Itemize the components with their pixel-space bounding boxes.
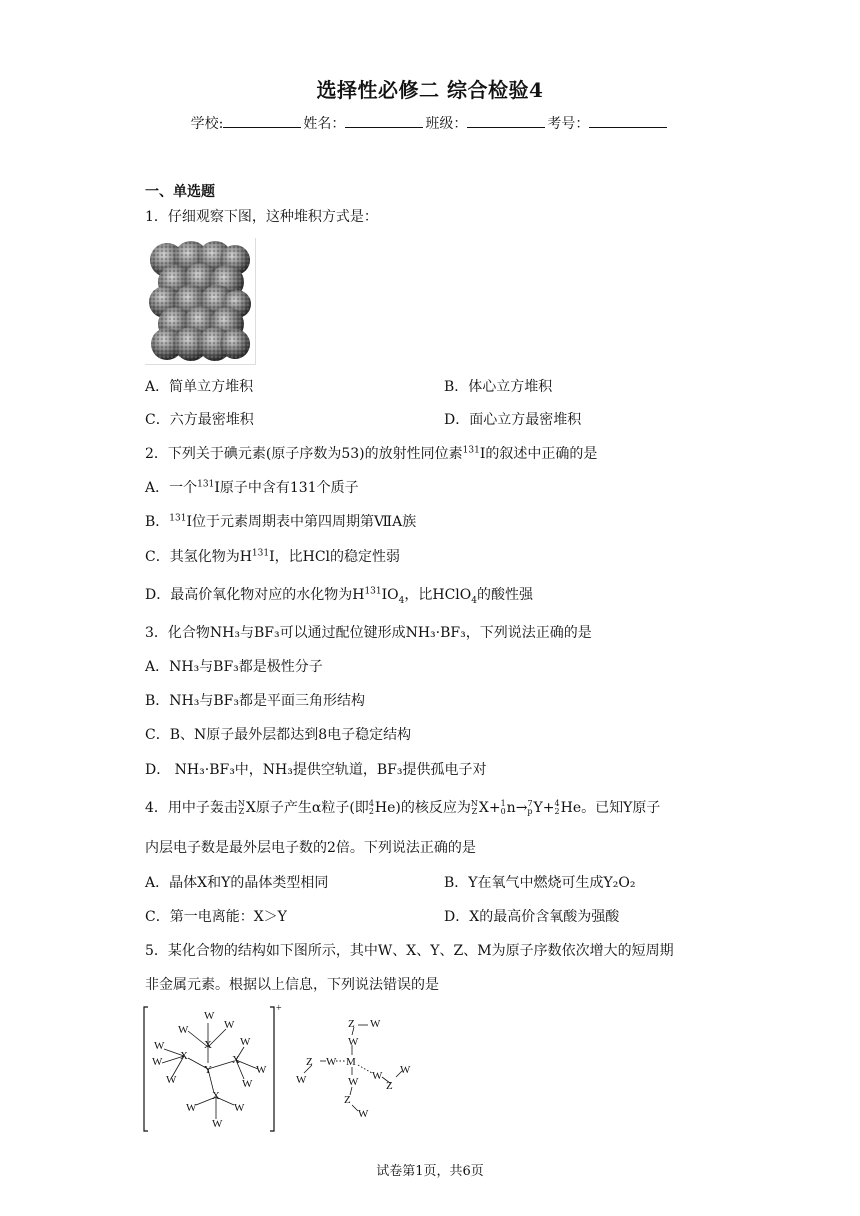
cation-charge: +: [276, 1003, 282, 1014]
q1-stem: 1．仔细观察下图，这种堆积方式是：: [145, 209, 378, 225]
q3-option-d: D． NH₃·BF₃中，NH₃提供空轨道，BF₃提供孤电子对: [145, 762, 487, 778]
sphere-packing-image: [145, 238, 256, 365]
q2-stem: 2．下列关于碘元素(原子序数为53)的放射性同位素$^{131}$I的叙述中正确的是: [145, 445, 598, 462]
svg-text:W: W: [240, 1036, 251, 1048]
svg-text:Z: Z: [344, 1094, 351, 1106]
svg-text:W: W: [154, 1040, 165, 1052]
class-blank: [467, 115, 545, 128]
nuclide-he-2: 4 2: [554, 799, 560, 816]
q5-stem-line-1: 5．某化合物的结构如下图所示，其中W、X、Y、Z、M为原子序数依次增大的短周期: [145, 943, 674, 959]
q1-option-c: C．六方最密堆积: [145, 412, 254, 428]
q4-option-d: D．X的最高价含氧酸为强酸: [444, 909, 620, 925]
svg-text:W: W: [242, 1078, 253, 1090]
q4-option-c: C．第一电离能：X＞Y: [145, 909, 287, 925]
svg-text:W: W: [186, 1102, 197, 1114]
number-label: 考号：: [547, 116, 590, 132]
structure-diagram: [140, 1003, 430, 1135]
svg-text:W: W: [166, 1074, 177, 1086]
q1-option-a: A．简单立方堆积: [145, 379, 254, 395]
page-footer: 试卷第1页，共6页: [376, 1164, 484, 1179]
svg-text:W: W: [370, 1018, 381, 1030]
svg-text:W: W: [224, 1019, 235, 1031]
class-label: 班级：: [425, 116, 468, 132]
q4-stem: 4．用中子轰击 N Z X原子产生α粒子(即 4 2 He)的核反应为 N Z X+ 1 0 n→ 7 p Y+ 4 2 He。已知Y原子: [145, 799, 661, 816]
school-blank: [223, 115, 301, 128]
atom-x: X: [204, 1039, 212, 1051]
q3-stem: 3．化合物NH₃与BF₃可以通过配位键形成NH₃·BF₃，下列说法正确的是: [145, 625, 592, 641]
q2-option-c: C．其氢化物为$H^{131}I$，比HCl的稳定性弱: [145, 548, 401, 565]
page-title: 选择性必修二 综合检验4: [316, 78, 544, 102]
svg-text:X: X: [232, 1054, 240, 1066]
school-label: 学校:: [190, 116, 224, 132]
atom-m: M: [346, 1056, 356, 1068]
q3-option-a: A．NH₃与BF₃都是极性分子: [145, 659, 323, 675]
svg-text:W: W: [372, 1070, 383, 1082]
svg-text:W: W: [348, 1076, 359, 1088]
svg-text:W: W: [348, 1036, 359, 1048]
svg-text:Z: Z: [386, 1080, 393, 1092]
q5-stem-line-2: 非金属元素。根据以上信息，下列说法错误的是: [145, 977, 439, 993]
svg-text:X: X: [180, 1050, 188, 1062]
section-title: 一、单选题: [145, 184, 215, 200]
nuclide-x-2: N Z: [470, 799, 478, 816]
q4-option-b: B．Y在氧气中燃烧可生成Y₂O₂: [444, 875, 636, 891]
name-blank: [345, 115, 423, 128]
nuclide-he-1: 4 2: [368, 799, 374, 816]
svg-text:W: W: [326, 1056, 337, 1068]
q4-stem-line-2: 内层电子数是最外层电子数的2倍。下列说法正确的是: [145, 840, 476, 856]
svg-text:Z: Z: [348, 1018, 355, 1030]
name-label: 姓名：: [303, 116, 346, 132]
q4-option-a: A．晶体X和Y的晶体类型相同: [145, 875, 329, 891]
q1-option-d: D．面心立方最密堆积: [444, 412, 582, 428]
svg-text:W: W: [296, 1074, 307, 1086]
svg-text:X: X: [212, 1090, 220, 1102]
q1-option-b: B．体心立方堆积: [444, 379, 553, 395]
nuclide-x-1: N Z: [237, 799, 245, 816]
nuclide-y: 7 p: [527, 799, 533, 816]
svg-text:W: W: [212, 1118, 223, 1130]
q2-option-a: A．一个$^{131}$I原子中含有131个质子: [145, 479, 359, 496]
svg-text:W: W: [256, 1064, 267, 1076]
svg-text:W: W: [234, 1102, 245, 1114]
svg-text:Z: Z: [306, 1056, 313, 1068]
number-blank: [589, 115, 667, 128]
q3-option-b: B．NH₃与BF₃都是平面三角形结构: [145, 693, 365, 709]
student-info-line: [0, 113, 860, 133]
svg-text:W: W: [400, 1064, 411, 1076]
svg-text:W: W: [204, 1010, 215, 1022]
q2-option-d: D．最高价氧化物对应的水化物为$H^{131}IO_4$，比HClO$_4$的酸性强: [145, 586, 533, 606]
svg-text:W: W: [358, 1108, 369, 1120]
svg-text:W: W: [152, 1056, 163, 1068]
q2-option-b: B．$^{131}$I位于元素周期表中第四周期第ⅦA族: [145, 513, 417, 530]
q3-option-c: C．B、N原子最外层都达到8电子稳定结构: [145, 727, 412, 743]
atom-y: Y: [204, 1064, 212, 1076]
svg-text:W: W: [178, 1024, 189, 1036]
nuclide-n: 1 0: [500, 799, 506, 816]
